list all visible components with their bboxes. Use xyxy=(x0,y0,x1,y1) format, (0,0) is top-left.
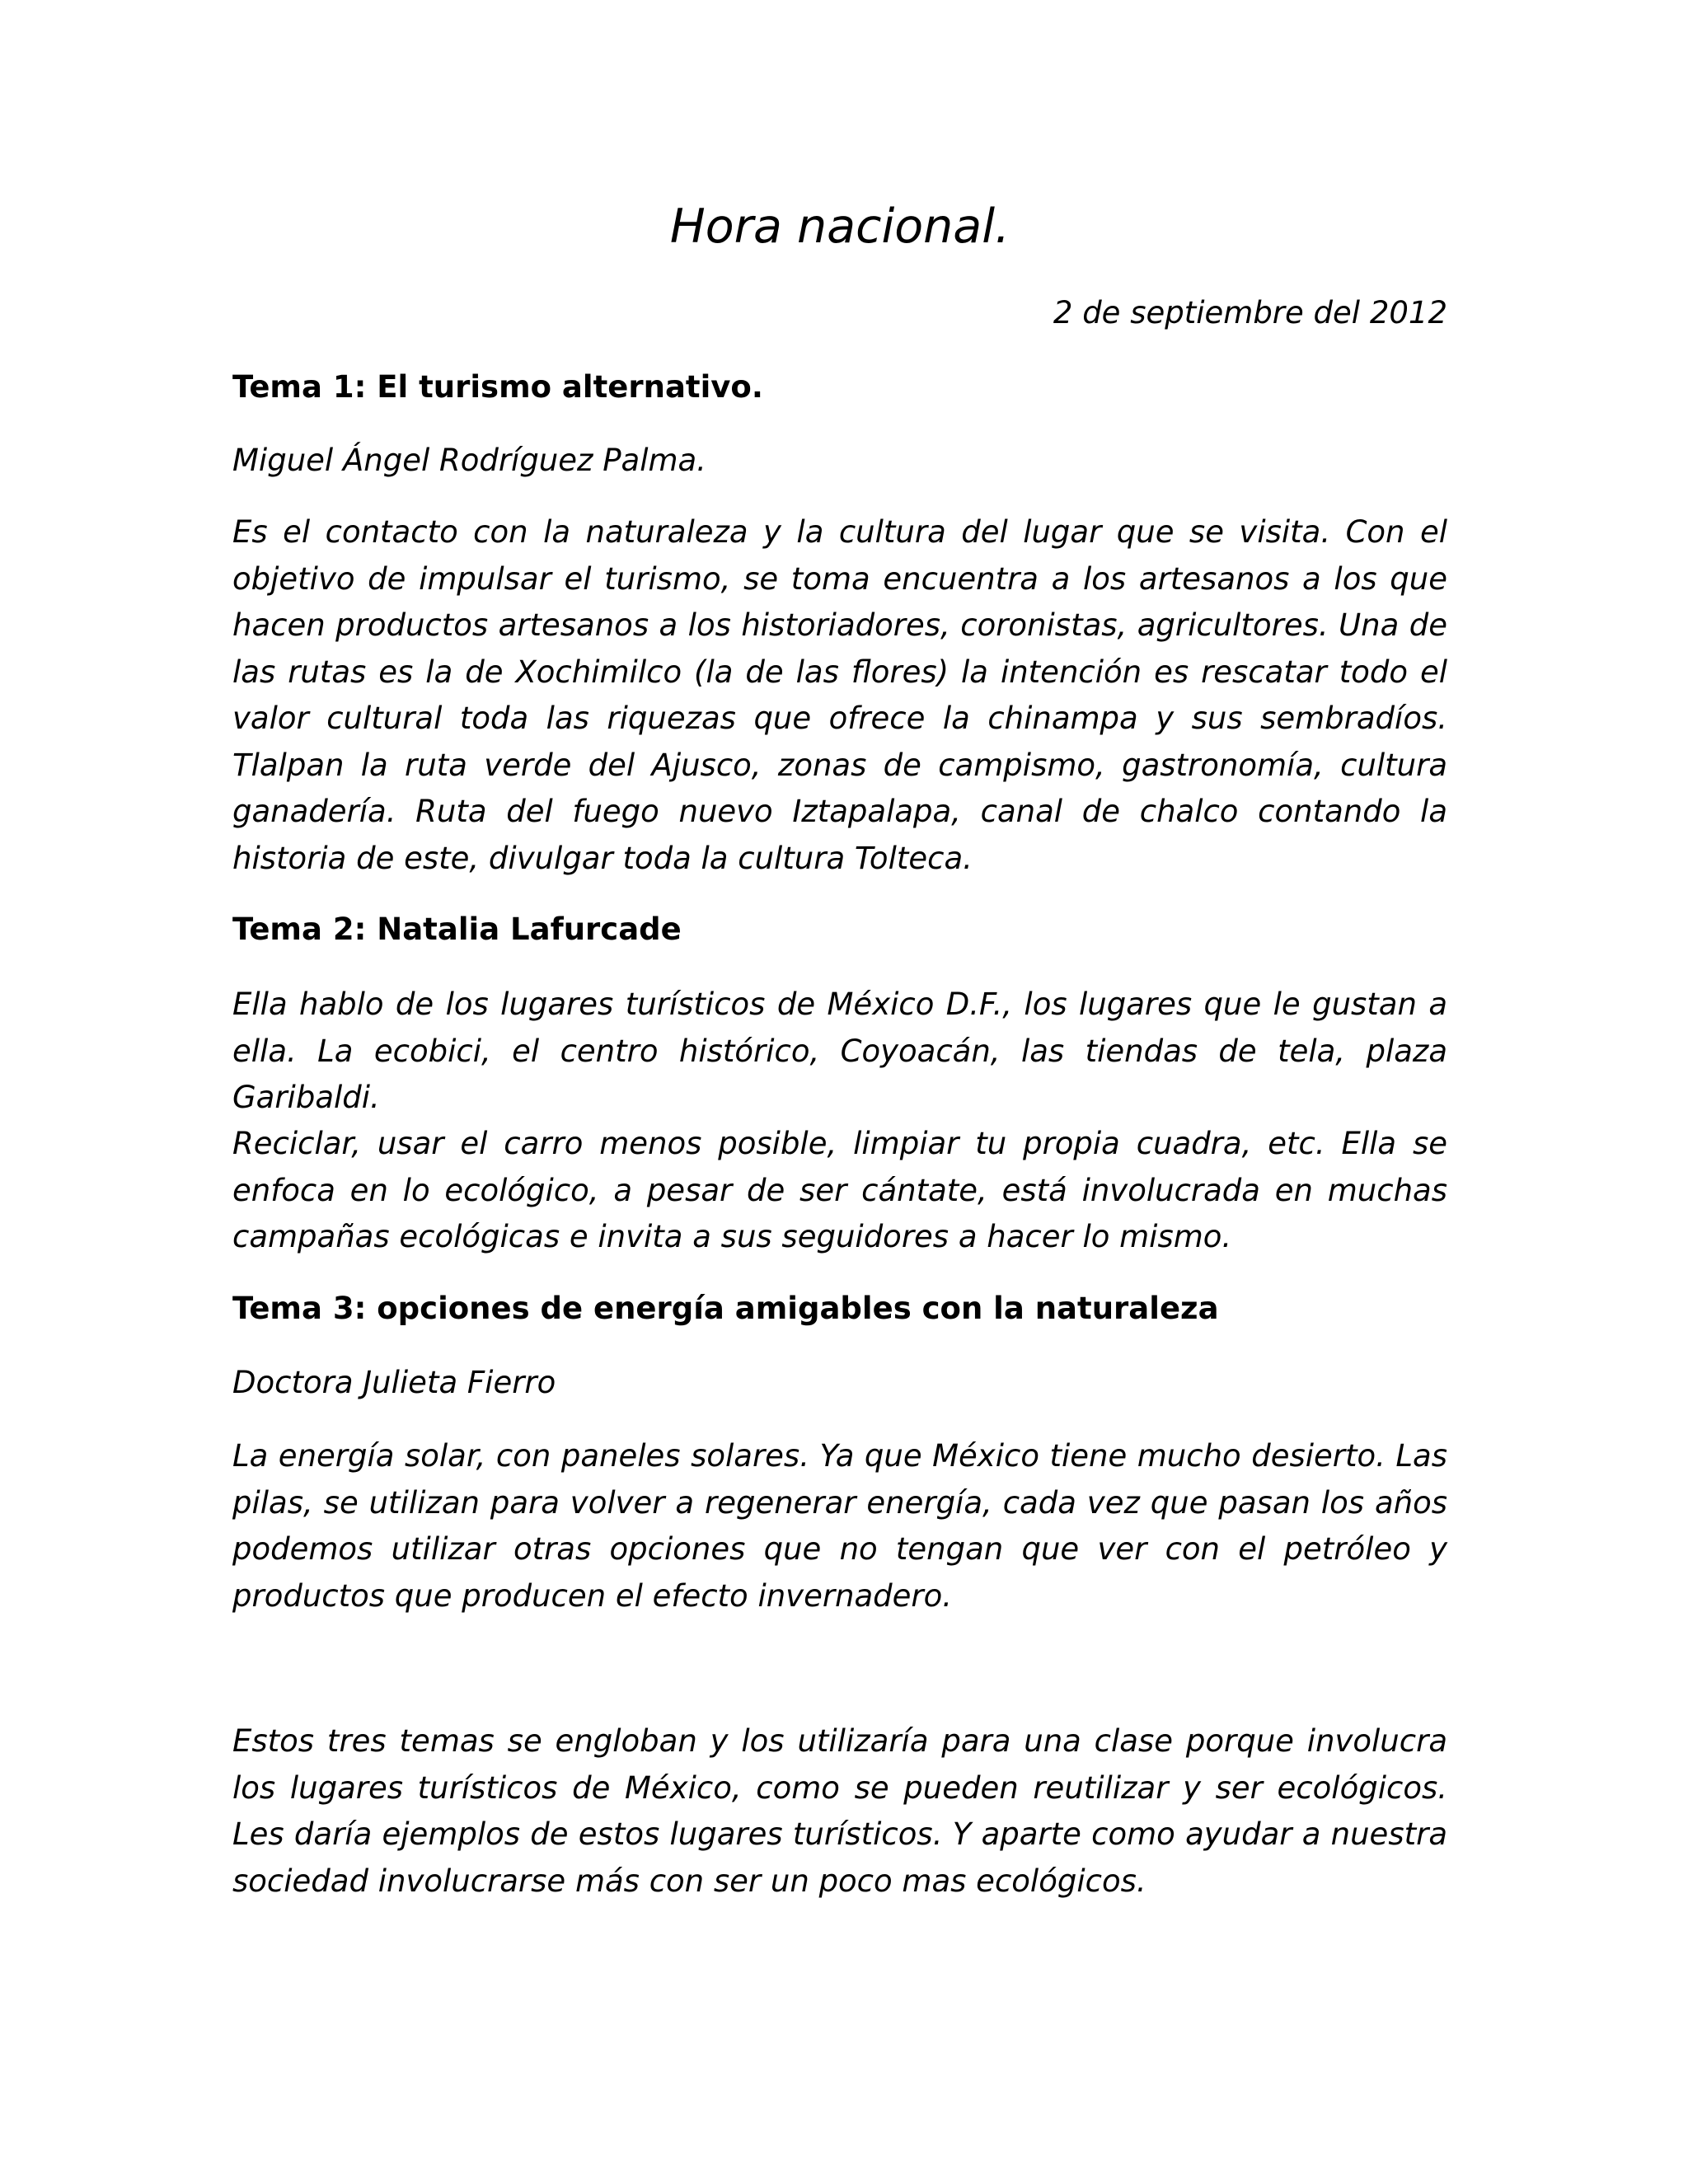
document-title: Hora nacional. xyxy=(669,199,1010,254)
tema2-body-1: Ella hablo de los lugares turísticos de México D.F., los lugares que le gustan a ella. La ecobici, el centro histórico, Coyoacán, las tiendas de tela, plaza Garibaldi. xyxy=(232,987,1447,1115)
tema1-author: Miguel Ángel Rodríguez Palma. xyxy=(232,443,706,478)
document-date: 2 de septiembre del 2012 xyxy=(1053,295,1447,330)
tema3-body: La energía solar, con paneles solares. Ya que México tiene mucho desierto. Las pilas, se utilizan para volver a regenerar energía, cada vez que pasan los años podemos utilizar otras opciones que no tengan que ver con el petróleo y productos que producen el efecto invernadero. xyxy=(232,1438,1447,1614)
tema2-heading: Tema 2: Natalia Lafurcade xyxy=(232,912,682,947)
tema2-body-2: Reciclar, usar el carro menos posible, limpiar tu propia cuadra, etc. Ella se enfoca en lo ecológico, a pesar de ser cántate, está involucrada en muchas campañas ecológicas e invita a sus seguidores a hacer lo mismo. xyxy=(232,1126,1447,1254)
tema1-body: Es el contacto con la naturaleza y la cultura del lugar que se visita. Con el objetivo de impulsar el turismo, se toma encuentra a los artesanos a los que hacen productos artesanos a los historiadores, coronistas, agricultores. Una de las rutas es la de Xochimilco (la de las flores) la intención es rescatar todo el valor cultural toda las riquezas que ofrece la chinampa y sus sembradíos. Tlalpan la ruta verde del Ajusco, zonas de campismo, gastronomía, cultura ganadería. Ruta del fuego nuevo Iztapalapa, canal de chalco contando la historia de este, divulgar toda la cultura Tolteca. xyxy=(232,514,1447,876)
tema1-heading: Tema 1: El turismo alternativo. xyxy=(232,369,763,405)
tema3-heading: Tema 3: opciones de energía amigables con la naturaleza xyxy=(232,1291,1219,1326)
conclusion-paragraph: Estos tres temas se engloban y los utilizaría para una clase porque involucra los lugares turísticos de México, como se pueden reutilizar y ser ecológicos. Les daría ejemplos de estos lugares turísticos. Y aparte como ayudar a nuestra sociedad involucrarse más con ser un poco mas ecológicos. xyxy=(232,1723,1447,1899)
tema3-author: Doctora Julieta Fierro xyxy=(232,1365,556,1400)
document-page xyxy=(232,0,1447,2184)
